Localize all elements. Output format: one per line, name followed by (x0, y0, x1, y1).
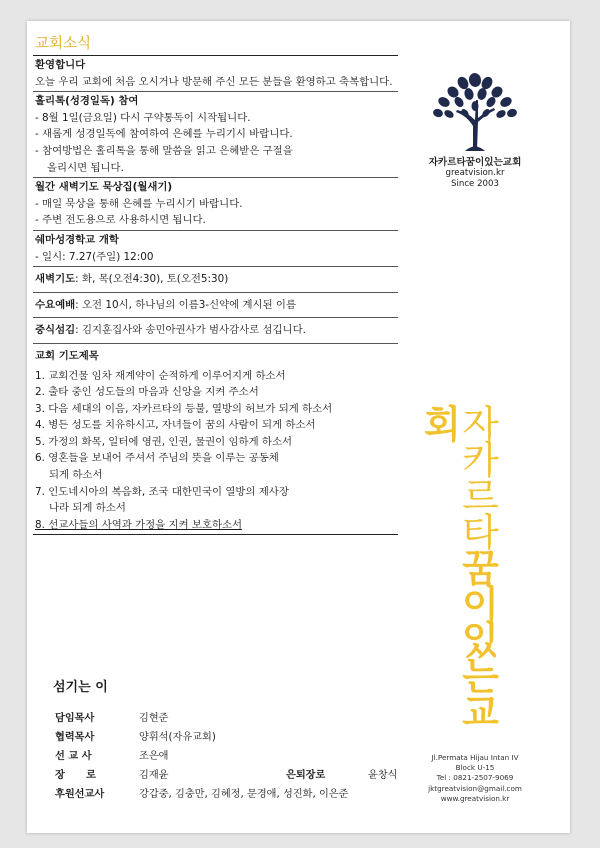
contact-website: www.greatvision.kr (440, 793, 510, 803)
prayer-item-cont: 나라 되게 하소서 (49, 502, 126, 515)
staff-role: 선 교 사 (55, 751, 92, 762)
staff-name: 김현준 (139, 713, 169, 724)
prayer-section (33, 344, 398, 536)
prayer-heading: 교회 기도제목 (35, 349, 99, 362)
staff-role: 장 로 (55, 770, 96, 781)
lunch-offering-label: 중식섬김 (35, 324, 76, 337)
prayer-item-text: 8. 선교사들의 사역과 가정을 지켜 보호하소서 (35, 518, 243, 531)
staff-row (33, 766, 413, 785)
church-news (33, 33, 398, 535)
devotional-item: - 주변 전도용으로 사용하시면 됩니다. (35, 214, 206, 227)
prayer-item (35, 450, 398, 483)
staff-title: 섬기는 이 (53, 680, 108, 695)
wednesday-service-section (33, 293, 398, 319)
staff-role-secondary: 은퇴장로 (286, 770, 326, 781)
dawn-prayer-section (33, 267, 398, 293)
staff-name: 강갑중, 김충만, 김혜정, 문경애, 성진화, 이은준 (139, 789, 349, 800)
church-logo (405, 70, 545, 190)
church-since: Since 2003 (451, 179, 499, 189)
vertical-church-title (417, 404, 499, 744)
staff-name-secondary: 윤창식 (368, 770, 398, 781)
prayer-item-text: 6. 영혼들을 보내어 주셔서 주님의 뜻을 이루는 공동체 (35, 452, 279, 465)
staff-row (33, 747, 413, 766)
lunch-offering-section (33, 318, 398, 344)
staff-section (33, 676, 413, 804)
prayer-item (35, 368, 398, 385)
prayer-item-text: 7. 인도네시아의 복음화, 조국 대한민국이 열방의 제사장 (35, 485, 289, 498)
staff-role: 협력목사 (55, 732, 95, 743)
prayer-item (35, 384, 398, 401)
contact-address: Jl.Permata Hijau Intan IV (431, 753, 519, 762)
prayer-item-text: 3. 다음 세대의 이음, 자카르타의 등불, 열방의 허브가 되게 하소서 (35, 402, 333, 415)
prayer-item (35, 517, 398, 534)
shema-section (33, 231, 398, 267)
vertical-title-part2: 꿈이있는교회 (417, 404, 499, 728)
staff-row (33, 728, 413, 747)
news-title: 교회소식 (33, 33, 398, 56)
prayer-item-cont: 되게 하소서 (49, 469, 103, 482)
prayer-item-text: 2. 출타 중인 성도들의 마음과 신앙을 지켜 주소서 (35, 386, 259, 399)
bible-reading-section (33, 92, 398, 178)
staff-row (33, 785, 413, 804)
vertical-title-part1: 자카르타 (455, 404, 499, 548)
church-name: 자카르타꿈이있는교회 (428, 157, 522, 168)
prayer-item (35, 417, 398, 434)
church-website: greatvision.kr (445, 168, 505, 178)
dawn-prayer-text: : 화, 목(오전4:30), 토(오전5:30) (75, 273, 229, 286)
prayer-list (35, 368, 398, 534)
contact-block: Block U-15 (455, 763, 495, 773)
bible-reading-heading: 홀리톡(성경일독) 참여 (35, 95, 139, 108)
prayer-item-text: 4. 병든 성도를 치유하시고, 자녀들이 꿈의 사람이 되게 하소서 (35, 419, 316, 432)
prayer-item-text: 5. 가정의 화목, 일터에 영권, 인권, 물권이 임하게 하소서 (35, 435, 293, 448)
bible-reading-item: - 참여방법은 홀리톡을 통해 말씀을 읽고 은혜받은 구절을 (35, 144, 293, 157)
bible-reading-item: - 새롭게 성경일독에 참여하여 은혜를 누리기시 바랍니다. (35, 128, 293, 141)
shema-item: - 일시: 7.27(주일) 12:00 (35, 250, 154, 263)
bible-reading-item: - 8월 1일(금요일) 다시 구약통독이 시작됩니다. (35, 111, 251, 124)
contact-phone: Tel : 0821-2507-9069 (436, 773, 514, 783)
contact-info (415, 753, 535, 804)
bible-reading-item-cont: 올리시면 됩니다. (47, 161, 124, 174)
staff-name: 조은애 (139, 751, 169, 762)
welcome-heading: 환영합니다 (35, 59, 86, 71)
staff-row (33, 709, 413, 728)
lunch-offering-text: : 김지훈집사와 송민아권사가 범사감사로 섬깁니다. (75, 324, 306, 337)
staff-name: 양휘석(자유교회) (139, 732, 216, 743)
tree-logo-icon (429, 70, 521, 152)
staff-role: 담임목사 (55, 713, 95, 724)
welcome-section (33, 56, 398, 92)
devotional-heading: 월간 새벽기도 묵상집(월새기) (35, 181, 173, 194)
dawn-prayer-label: 새벽기도 (35, 273, 76, 286)
shema-heading: 쉐마성경학교 개학 (35, 233, 119, 246)
staff-role: 후원선교사 (55, 789, 105, 800)
prayer-item (35, 484, 398, 517)
devotional-item: - 매일 묵상을 통해 은혜를 누리시기 바랍니다. (35, 197, 243, 210)
contact-email: jktgreatvision@gmail.com (428, 783, 522, 793)
devotional-section (33, 178, 398, 231)
wednesday-service-label: 수요예배 (35, 298, 76, 311)
wednesday-service-text: : 오전 10시, 하나님의 이름3-신약에 계시된 이름 (75, 298, 296, 311)
prayer-item (35, 434, 398, 451)
prayer-item-text: 1. 교회건물 임차 재계약이 순적하게 이루어지게 하소서 (35, 369, 286, 382)
prayer-item (35, 401, 398, 418)
staff-name: 김재윤 (139, 770, 169, 781)
welcome-text: 오늘 우리 교회에 처음 오시거나 방문해 주신 모든 분들을 환영하고 축복합니다. (35, 75, 393, 88)
